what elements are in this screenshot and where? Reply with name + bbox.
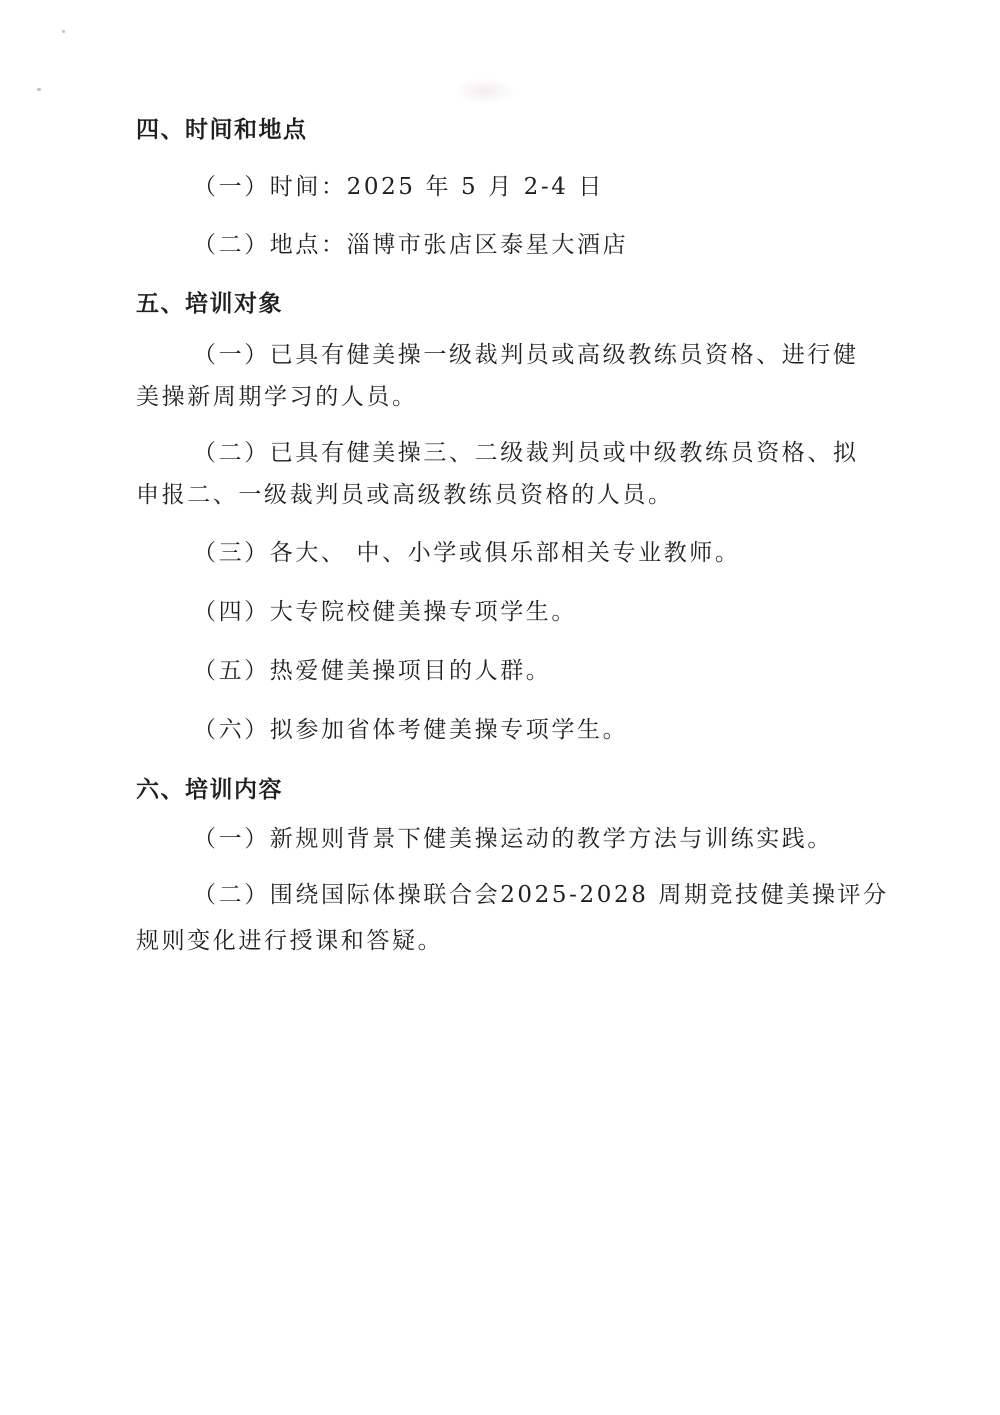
content-item-2-line-2: 规则变化进行授课和答疑。 <box>136 928 444 954</box>
scan-speck <box>62 30 65 33</box>
scan-speck <box>37 88 41 91</box>
trainee-item-2-line-2: 申报二、一级裁判员或高级教练员资格的人员。 <box>136 482 674 508</box>
trainee-item-5: （五）热爱健美操项目的人群。 <box>193 658 552 684</box>
trainee-item-2-line-1: （二）已具有健美操三、二级裁判员或中级教练员资格、拟 <box>193 440 859 466</box>
section-heading-time-place: 四、时间和地点 <box>136 117 308 143</box>
trainee-item-4: （四）大专院校健美操专项学生。 <box>193 599 577 625</box>
trainee-item-3: （三）各大、 中、小学或俱乐部相关专业教师。 <box>193 540 741 566</box>
time-line: （一）时间：2025 年 5 月 2-4 日 <box>193 174 604 200</box>
trainee-item-1-line-1: （一）已具有健美操一级裁判员或高级教练员资格、进行健 <box>193 342 859 368</box>
trainee-item-6: （六）拟参加省体考健美操专项学生。 <box>193 717 629 743</box>
content-item-2-line-1: （二）围绕国际体操联合会2025-2028 周期竞技健美操评分 <box>193 882 889 908</box>
section-heading-content: 六、培训内容 <box>136 777 283 803</box>
faint-stamp-mark <box>455 78 515 104</box>
content-item-1: （一）新规则背景下健美操运动的教学方法与训练实践。 <box>193 826 833 852</box>
place-line: （二）地点：淄博市张店区泰星大酒店 <box>193 232 629 258</box>
trainee-item-1-line-2: 美操新周期学习的人员。 <box>136 384 418 410</box>
section-heading-trainees: 五、培训对象 <box>136 291 283 317</box>
